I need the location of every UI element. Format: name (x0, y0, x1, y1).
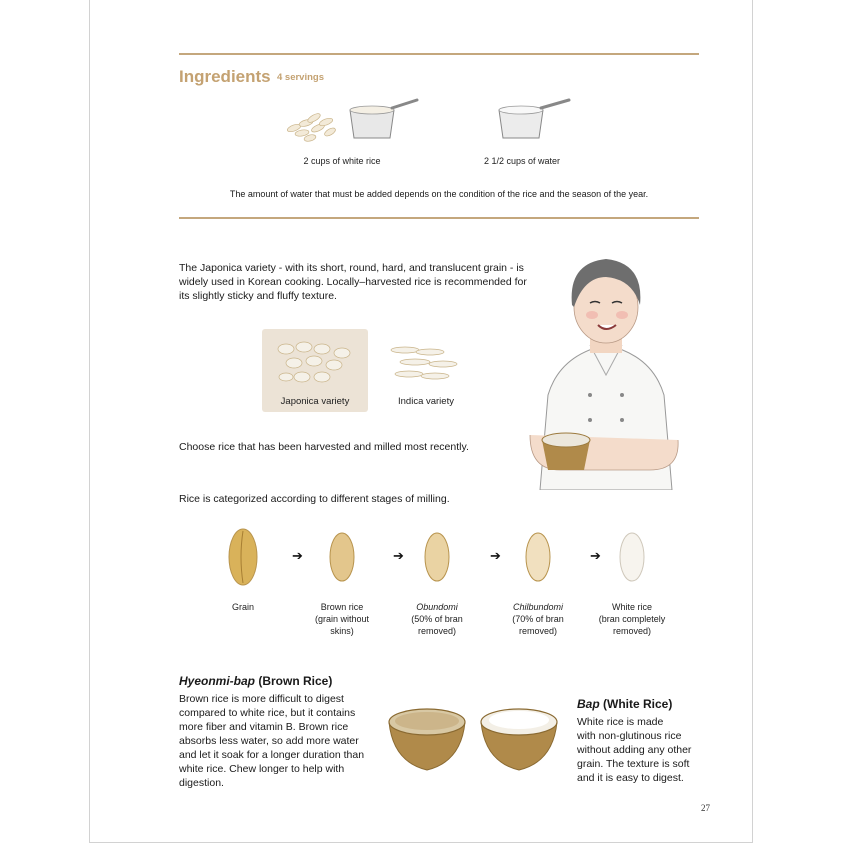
white-rice-line: grain. The texture is soft (577, 758, 690, 770)
white-rice-line: with non-glutinous rice (577, 730, 682, 742)
intro-line: widely used in Korean cooking. Locally–harvested rice is recommended for (179, 276, 527, 288)
grain-stage-detail: removed) (417, 626, 456, 636)
arrow-right-icon: ➔ (292, 548, 303, 563)
intro-line: its slightly sticky and fluffy texture. (179, 290, 337, 302)
grain-stage-icon (322, 525, 362, 589)
grain-stage-detail: (50% of bran (411, 614, 463, 624)
water-caption: 2 1/2 cups of water (483, 156, 561, 166)
arrow-right-icon: ➔ (490, 548, 501, 563)
grain-stage-icon (223, 525, 263, 589)
indica-label: Indica variety (398, 396, 454, 407)
rice-caption: 2 cups of white rice (303, 156, 381, 166)
brown-rice-line: white rice. Chew longer to help with (179, 763, 345, 775)
ingredients-title: Ingredients (179, 67, 271, 86)
grain-stage-name: Brown rice (320, 602, 364, 612)
grain-stage-icon (518, 525, 558, 589)
intro-paragraph (179, 261, 559, 303)
japonica-label: Japonica variety (280, 396, 350, 407)
water-note: The amount of water that must be added depends on the condition of the rice and the season of the year. (229, 189, 649, 199)
grain-stage-name: Obundomi (416, 602, 458, 612)
grain-stage-label (387, 601, 487, 637)
white-rice-title-rest: (White Rice) (599, 697, 673, 711)
grain-stage-name: White rice (611, 602, 652, 612)
arrow-right-icon: ➔ (590, 548, 601, 563)
grain-stage-detail: skins) (330, 626, 354, 636)
rice-bowls-illustration (385, 700, 560, 780)
grain-stage-label (488, 601, 588, 637)
white-rice-line: White rice is made (577, 716, 664, 728)
choose-text: Choose rice that has been harvested and milled most recently. (179, 441, 469, 453)
brown-rice-line: and let it soak for a longer duration than (179, 749, 365, 761)
japonica-rice-illustration (272, 337, 362, 392)
grain-stage-name: Chilbundomi (512, 602, 564, 612)
page-number: 27 (701, 803, 710, 813)
grain-stage-icon (612, 525, 652, 589)
grain-stage-detail: (grain without (314, 614, 370, 624)
grain-stage-detail: removed) (518, 626, 557, 636)
brown-rice-text (179, 692, 389, 790)
brown-rice-title-rest: (Brown Rice) (255, 674, 333, 688)
brown-rice-line: absorbs less water, so add more water (179, 735, 359, 747)
grain-stage-label (582, 601, 682, 637)
brown-rice-line: Brown rice is more difficult to digest (179, 693, 344, 705)
white-rice-line: and it is easy to digest. (577, 772, 684, 784)
categorized-text: Rice is categorized according to different stages of milling. (179, 493, 450, 505)
grain-stage-detail: (70% of bran (512, 614, 564, 624)
white-rice-text (577, 715, 707, 785)
brown-rice-title (179, 674, 332, 688)
white-rice-line: without adding any other (577, 744, 692, 756)
grain-stage-detail: removed) (612, 626, 651, 636)
brown-rice-line: more fiber and vitamin B. Brown rice (179, 721, 349, 733)
top-rule (179, 53, 699, 55)
chef-illustration (520, 245, 692, 490)
servings-label: 4 servings (277, 72, 324, 83)
grain-stage-detail: (bran completely (598, 614, 666, 624)
indica-rice-illustration (385, 340, 465, 390)
bottom-rule (179, 217, 699, 219)
white-rice-title-italic: Bap (577, 697, 600, 711)
grain-stage-icon (417, 525, 457, 589)
water-cup-illustration (495, 98, 575, 148)
arrow-right-icon: ➔ (393, 548, 404, 563)
brown-rice-title-italic: Hyeonmi-bap (179, 674, 256, 688)
intro-line: The Japonica variety - with its short, round, hard, and translucent grain - is (179, 262, 524, 274)
rice-cup-illustration (282, 98, 422, 148)
brown-rice-line: compared to white rice, but it contains (179, 707, 356, 719)
grain-stage-label (193, 601, 293, 613)
white-rice-title (577, 697, 672, 711)
grain-stage-name: Grain (231, 602, 254, 612)
grain-stage-label (292, 601, 392, 637)
brown-rice-line: digestion. (179, 777, 224, 789)
